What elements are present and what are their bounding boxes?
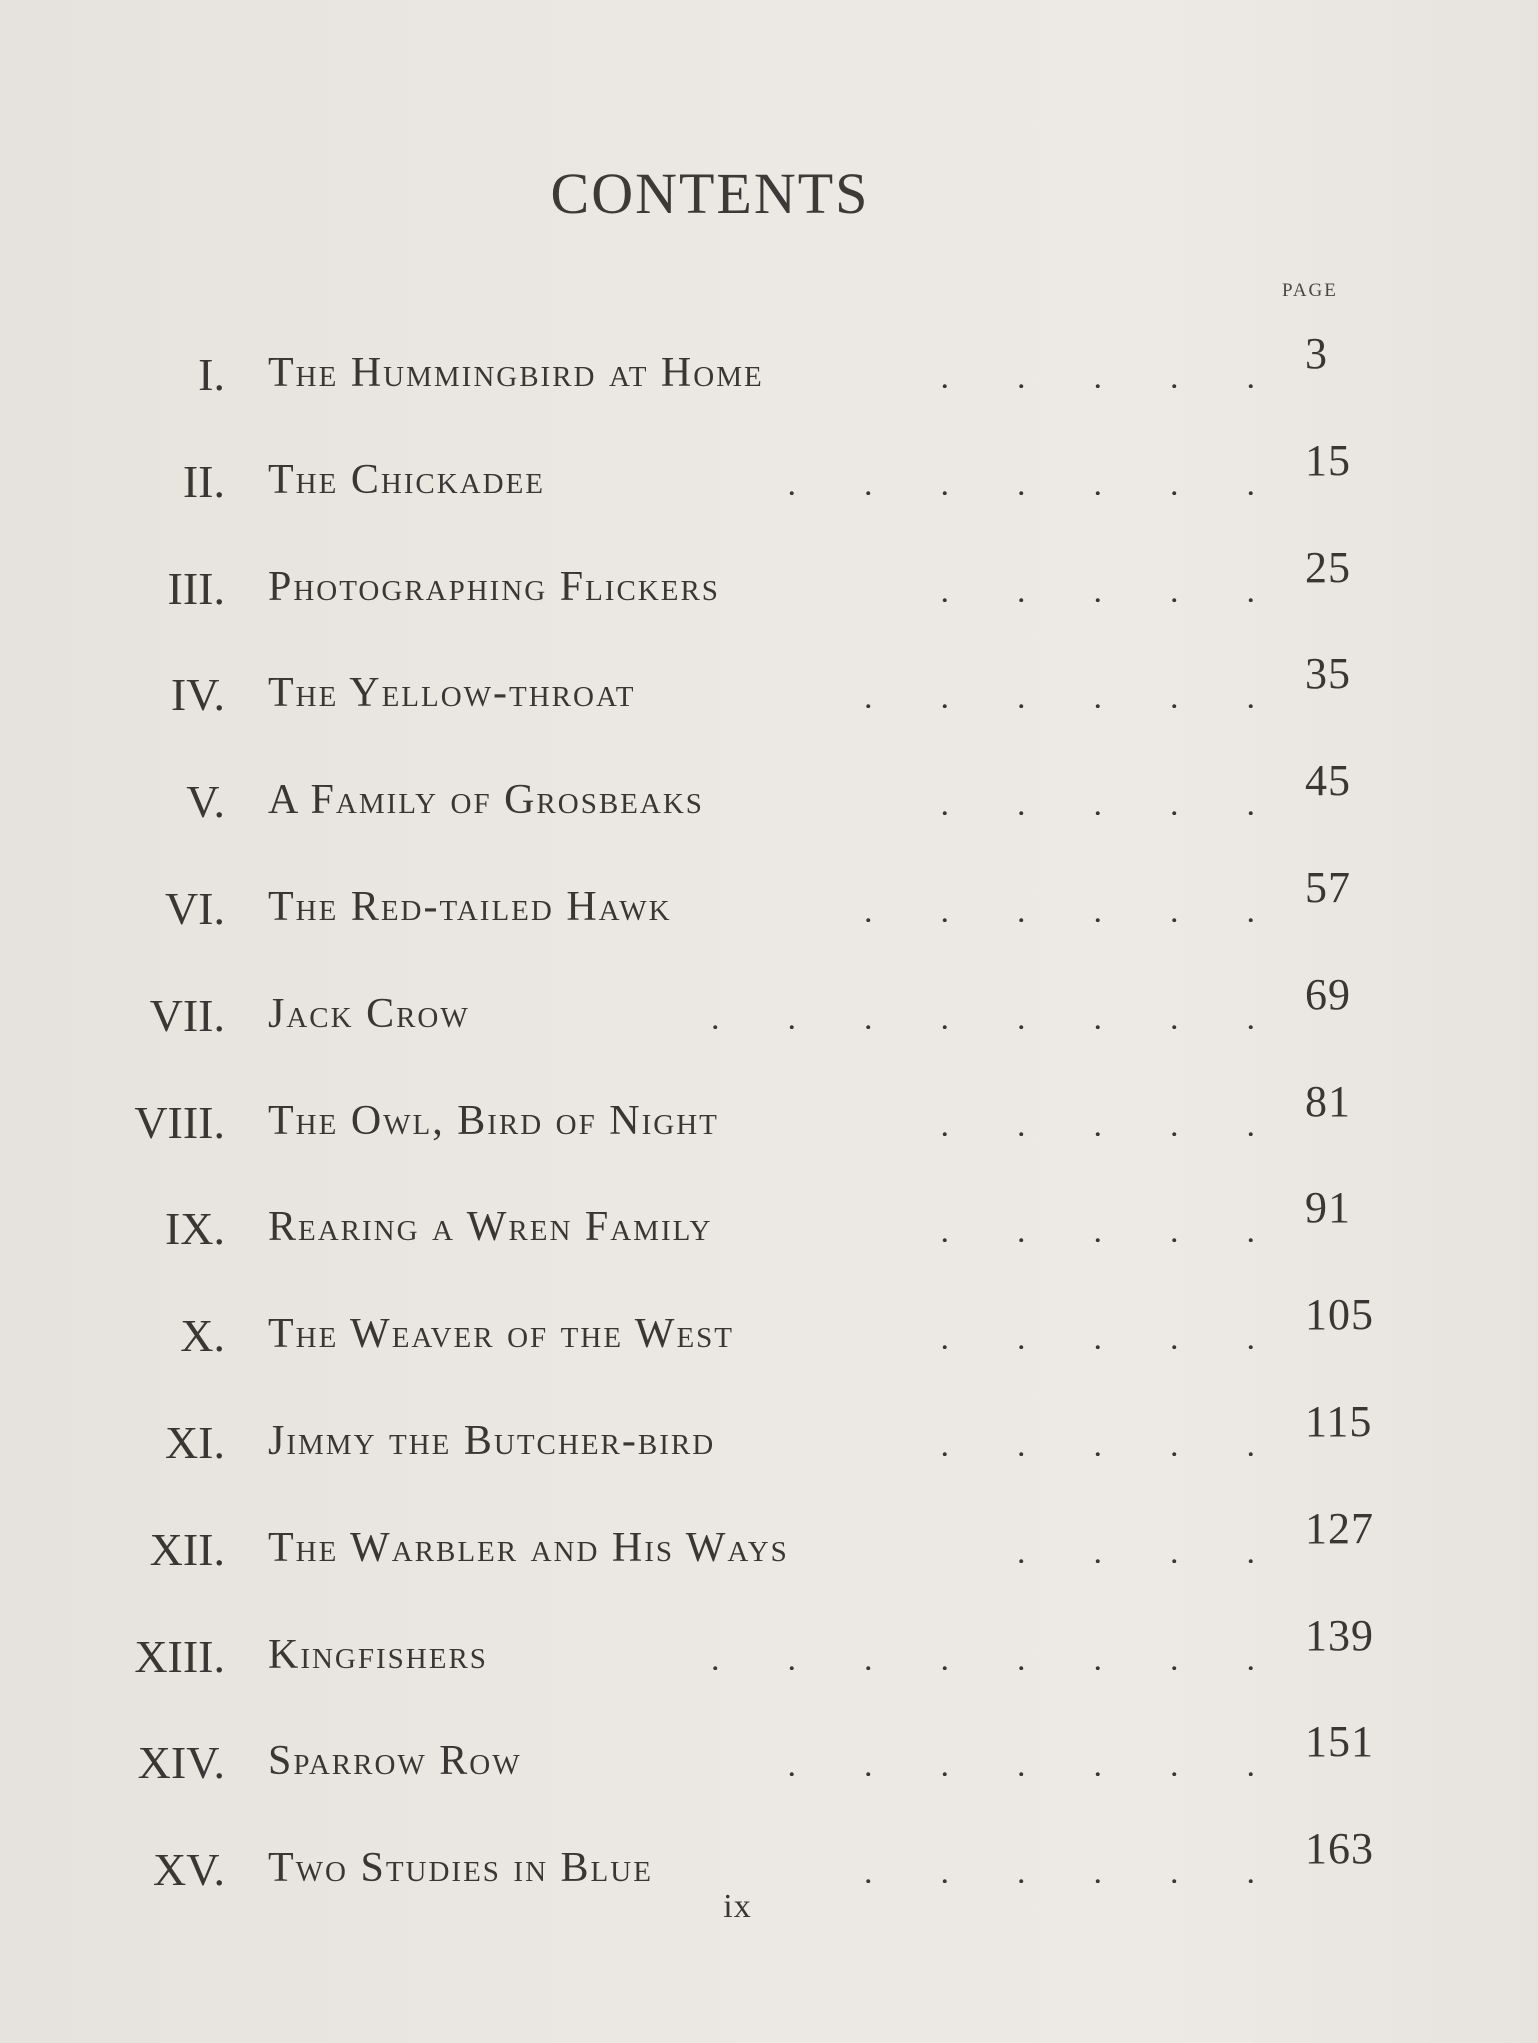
chapter-page-number: 69 <box>1305 969 1351 1019</box>
chapter-title: The Chickadee <box>268 456 546 503</box>
chapter-page-number: 115 <box>1305 1397 1373 1446</box>
chapter-title: A Family of Grosbeaks <box>268 777 704 824</box>
dot-leader: . . . . . . . . <box>711 1008 1255 1029</box>
chapter-page-number: 3 <box>1305 329 1328 378</box>
dot-leader: . . . . . <box>940 581 1255 602</box>
toc-entry <box>0 1716 1420 1789</box>
dot-leader: . . . . . . . <box>787 474 1255 495</box>
page-column-label: PAGE <box>1282 280 1338 301</box>
chapter-title: The Hummingbird at Home <box>268 350 764 396</box>
page-folio: ix <box>723 1888 752 1925</box>
chapter-numeral: VI. <box>164 883 225 934</box>
chapter-numeral: VII. <box>149 989 225 1041</box>
chapter-page-number: 127 <box>1305 1503 1374 1553</box>
dot-leader: . . . . . <box>940 1436 1255 1456</box>
chapter-title: The Weaver of the West <box>268 1311 734 1358</box>
chapter-title: The Warbler and His Ways <box>268 1524 789 1571</box>
chapter-page-number: 45 <box>1305 756 1351 806</box>
toc-entry <box>0 1610 1420 1680</box>
chapter-numeral: XII. <box>149 1523 225 1575</box>
chapter-numeral: XV. <box>152 1844 225 1896</box>
chapter-numeral: XIV. <box>137 1737 225 1789</box>
chapter-page-number: 57 <box>1305 863 1351 912</box>
chapter-page-number: 81 <box>1305 1076 1351 1126</box>
toc-entry <box>0 1503 1420 1573</box>
dot-leader: . . . . . . <box>864 688 1255 709</box>
page-title: CONTENTS <box>550 161 870 226</box>
dot-leader: . . . . . <box>940 368 1255 388</box>
chapter-title: Kingfishers <box>268 1631 488 1678</box>
chapter-page-number: 15 <box>1305 435 1351 485</box>
toc-entry <box>0 755 1420 828</box>
dot-leader: . . . . . . <box>864 1863 1255 1884</box>
chapter-title: The Red-tailed Hawk <box>268 884 672 930</box>
dot-leader: . . . . . <box>940 1115 1255 1136</box>
chapter-numeral: VIII. <box>134 1096 225 1148</box>
toc-entry <box>0 1076 1420 1146</box>
chapter-page-number: 35 <box>1305 649 1351 699</box>
toc-entry <box>0 435 1420 505</box>
toc-entry <box>0 1396 1420 1466</box>
chapter-page-number: 163 <box>1305 1824 1374 1874</box>
toc-entry <box>0 969 1420 1039</box>
dot-leader: . . . . . . . <box>787 1756 1255 1777</box>
chapter-numeral: X. <box>180 1310 225 1362</box>
chapter-title: Photographing Flickers <box>268 563 720 610</box>
chapter-title: Rearing a Wren Family <box>268 1204 713 1251</box>
toc-entry <box>0 1182 1420 1255</box>
chapter-numeral: V. <box>186 776 225 828</box>
chapter-title: The Owl, Bird of Night <box>268 1097 719 1144</box>
chapter-page-number: 25 <box>1305 542 1351 592</box>
chapter-numeral: XI. <box>164 1417 225 1468</box>
toc-entry <box>0 1823 1420 1896</box>
chapter-numeral: IV. <box>170 669 225 721</box>
chapter-page-number: 139 <box>1305 1610 1374 1660</box>
dot-leader: . . . . . . . . <box>711 1649 1255 1670</box>
chapter-title: Two Studies in Blue <box>268 1845 653 1892</box>
chapter-page-number: 91 <box>1305 1183 1351 1233</box>
dot-leader: . . . . . <box>940 1329 1255 1350</box>
chapter-title: Jack Crow <box>268 990 470 1037</box>
chapter-numeral: II. <box>182 455 225 507</box>
chapter-title: Jimmy the Butcher-bird <box>268 1418 716 1464</box>
toc-entry <box>0 542 1420 612</box>
chapter-numeral: IX. <box>164 1203 225 1255</box>
toc-entry <box>0 648 1420 721</box>
dot-leader: . . . . . . <box>864 902 1255 922</box>
dot-leader: . . . . <box>1017 1542 1255 1563</box>
chapter-numeral: I. <box>198 349 225 400</box>
chapter-title: The Yellow-throat <box>268 670 636 717</box>
toc-entry <box>0 862 1420 932</box>
chapter-page-number: 151 <box>1305 1717 1374 1767</box>
chapter-title: Sparrow Row <box>268 1738 522 1785</box>
dot-leader: . . . . . <box>940 1222 1255 1243</box>
chapter-numeral: III. <box>167 562 225 614</box>
chapter-numeral: XIII. <box>134 1630 225 1682</box>
chapter-page-number: 105 <box>1305 1290 1374 1340</box>
toc-entry <box>0 328 1420 398</box>
dot-leader: . . . . . <box>940 795 1255 816</box>
toc-entry <box>0 1289 1420 1362</box>
